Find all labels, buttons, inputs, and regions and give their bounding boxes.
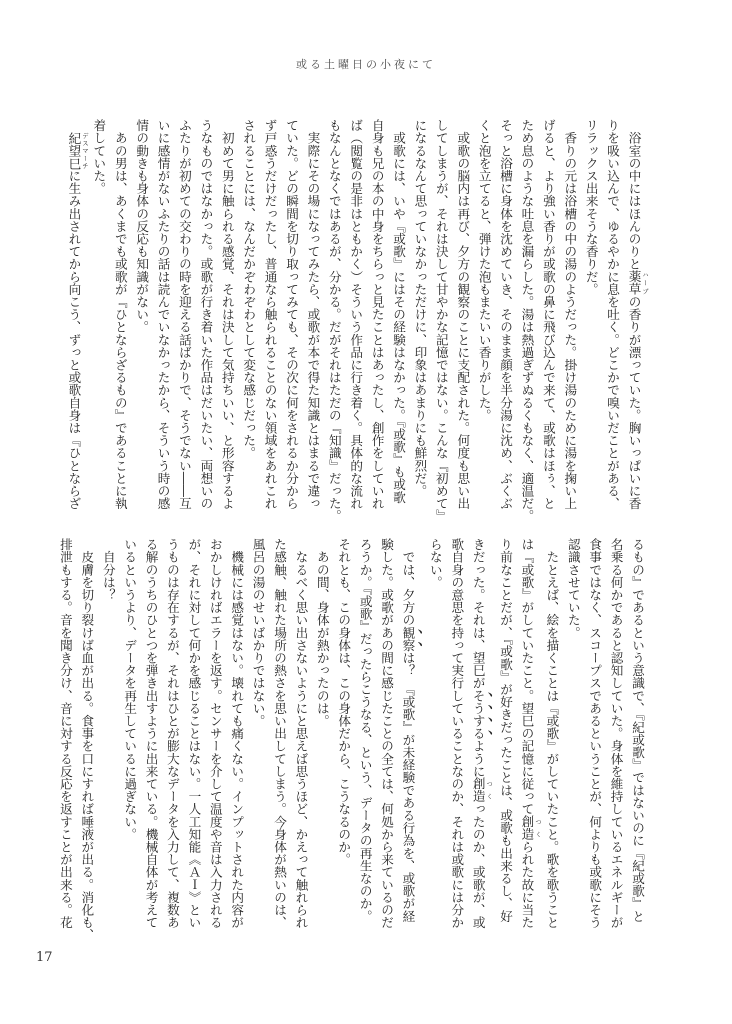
text-column: ろうか。『或歌』だったらこうなる、という、データの再生なのか。 xyxy=(357,538,373,923)
text-column: になるなんて思っていなかっただけに、印象はあまりにも鮮烈だ。 xyxy=(412,119,428,497)
text-column: 歌自身の意思を持って実行していることなのか、それは或歌には分か xyxy=(449,538,465,929)
text-column: そっと浴槽に身体を沈めていき、そのまま顔を半分湯に沈め、ぶくぶ xyxy=(498,119,514,510)
page-number: 17 xyxy=(36,950,53,965)
text-column: では、夕方の観察は？ 『或歌』が未経験である行為を、或歌が経 xyxy=(400,538,416,923)
text-column: る解のうちのひとつを弾き出すように出来ている。機械自体が考えて xyxy=(143,538,159,929)
vertical-text-block-top xyxy=(63,119,648,523)
text-column: 紀望巳 デスマーチに生み出されてから向こう、ずっと或歌自身は『ひとならざ xyxy=(66,131,88,510)
text-column: たとえば、絵を描くことは『或歌』がしていたこと。歌を歌うこと xyxy=(544,538,560,929)
text-column: うものは存在するが、それはひとが膨大なデータを入力して、複数あ xyxy=(164,538,180,929)
text-column: ば（閲覧の是非はともかく）そういう作品に行き着く。具体的な流れ xyxy=(348,119,364,510)
text-column: 着していた。 xyxy=(91,119,107,195)
text-column: 機械には感覚はない。壊れても痛くない。インプットされた内容が xyxy=(229,538,245,929)
text-column: くと泡を立てると、弾けた泡もまたいい香りがした。 xyxy=(476,119,492,422)
text-column: 名乗る何かであると認知していた。身体を維持しているエネルギーが xyxy=(608,538,624,929)
text-column: 認識させていた。 xyxy=(565,538,581,639)
text-column: るもの』であるという意識で、『紀或歌』ではないのに『紀或歌』と xyxy=(630,538,645,923)
text-column: 自分は？ xyxy=(100,538,116,601)
text-column: 或歌の脳内は再び、夕方の観察のことに支配された。何度も思い出 xyxy=(455,119,471,510)
text-column: 皮膚を切り裂けば血が出る。食事を口にすれば唾液が出る。消化も、 xyxy=(79,538,95,942)
text-column: 験した。或歌があの間に感じたことの全ては、何処から来ているのだ xyxy=(379,538,395,929)
text-column: きだった。それは、望巳がそうするように創造 つくったのか、或歌が、或 xyxy=(470,538,493,929)
text-column: 香りの元は浴槽の中の湯のようだった。掛け湯のために湯を掬い上 xyxy=(562,119,578,510)
text-column: た感触、触れた場所の熱さを思い出してしまう。今身体が熱いのは、 xyxy=(272,538,287,929)
text-column: 浴室の中にはほんのりと薬草 ハーブの香りが漂っていた。胸いっぱいに香 xyxy=(626,119,648,510)
text-column: げると、より強い香りが或歌の鼻に飛び込んで来て、或歌はほぅ、と xyxy=(540,119,556,510)
text-column: うなものではなかった。或歌が行き着いた作品はだいたい、両想いの xyxy=(198,119,214,510)
text-column: ていた。どの瞬間を切り取ってみても、その次に何をされるか分から xyxy=(284,119,299,510)
text-column: が、それに対して何かを感じることはない。一人工知能《ＡＩ》とい xyxy=(186,538,202,929)
text-column: は『或歌』がしていたこと。望巳の記憶に従って創造 つくられた故に当た xyxy=(519,538,541,929)
text-column: もなんとなくではあるが、分かる。だがそれはただの『知識』だった。 xyxy=(326,119,342,523)
text-column: 情の動きも身体の反応も知識がない。 xyxy=(134,119,150,334)
text-column: 初めて男に触られる感覚、それは決して気持ちいい、と形容するよ xyxy=(219,119,235,510)
text-column: それとも、この身体は、この身体だから、こうなるのか。 xyxy=(336,538,352,866)
text-column: いに感情がないふたりの話は読んでいなかったから、そういう時の感 xyxy=(155,119,171,510)
text-column: 食事ではなく、スコープスであるということが、何よりも或歌にそう xyxy=(587,538,603,929)
text-column: りを吸い込んで、ゆるやかに息を吐く。どこかで嗅いだことがある、 xyxy=(605,119,621,510)
vertical-text-block-bottom xyxy=(55,538,648,942)
text-column: おかしければエラーを返す。センサーを介して温度や音は入力される xyxy=(207,538,223,929)
text-column: 自身も兄の本の中身をちらっと見たことはあったし、創作をしていれ xyxy=(369,119,385,510)
text-column: あの間、身体が熱かったのは。 xyxy=(314,538,330,727)
text-column: あの男は、あくまでも或歌が『ひとならざるもの』であることに執 xyxy=(112,119,128,510)
text-column: いるというより、データを再生しているに過ぎない。 xyxy=(122,538,138,841)
page-title: 或る土曜日の小夜にて xyxy=(296,58,436,71)
text-column: 風呂の湯のせいばかりではない。 xyxy=(250,538,266,727)
text-column: してしまうが、それは決して甘やかな記憶ではない。こんな『初めて』 xyxy=(433,119,449,523)
text-column: なるべく思い出さないようにと思えば思うほど、かえって触れられ xyxy=(293,538,309,929)
text-column: 実際にその場になってみたら、或歌が本で得た知識とはまるで違っ xyxy=(305,119,321,510)
text-column: り前なことだが、『或歌』が好きだったことは、或歌も出来るし、好 xyxy=(498,538,514,923)
text-column: ず戸惑うだけだったし、普通なら触られることのない領域をあれこれ xyxy=(262,119,278,510)
text-column: ふたりが初めての交わりの時を迎える話ばかりで、そうでない――互 xyxy=(176,119,192,510)
text-column: されることには、なんだかぞわぞわとして変な感じだった。 xyxy=(241,119,257,460)
text-column: らない。 xyxy=(427,538,443,589)
text-column: 或歌には、いや『或歌』にはその経験はなかった。『或歌』も或歌 xyxy=(391,119,407,504)
text-column: リラックス出来そうな香りだ。 xyxy=(583,119,599,296)
text-column: 排泄もする。音を聞き分け、音に対する反応を返すことが出来る。花 xyxy=(57,538,73,929)
text-column: ため息のような吐息を漏らした。湯は熱過ぎずぬるくもなく、適温だ。 xyxy=(519,119,535,523)
